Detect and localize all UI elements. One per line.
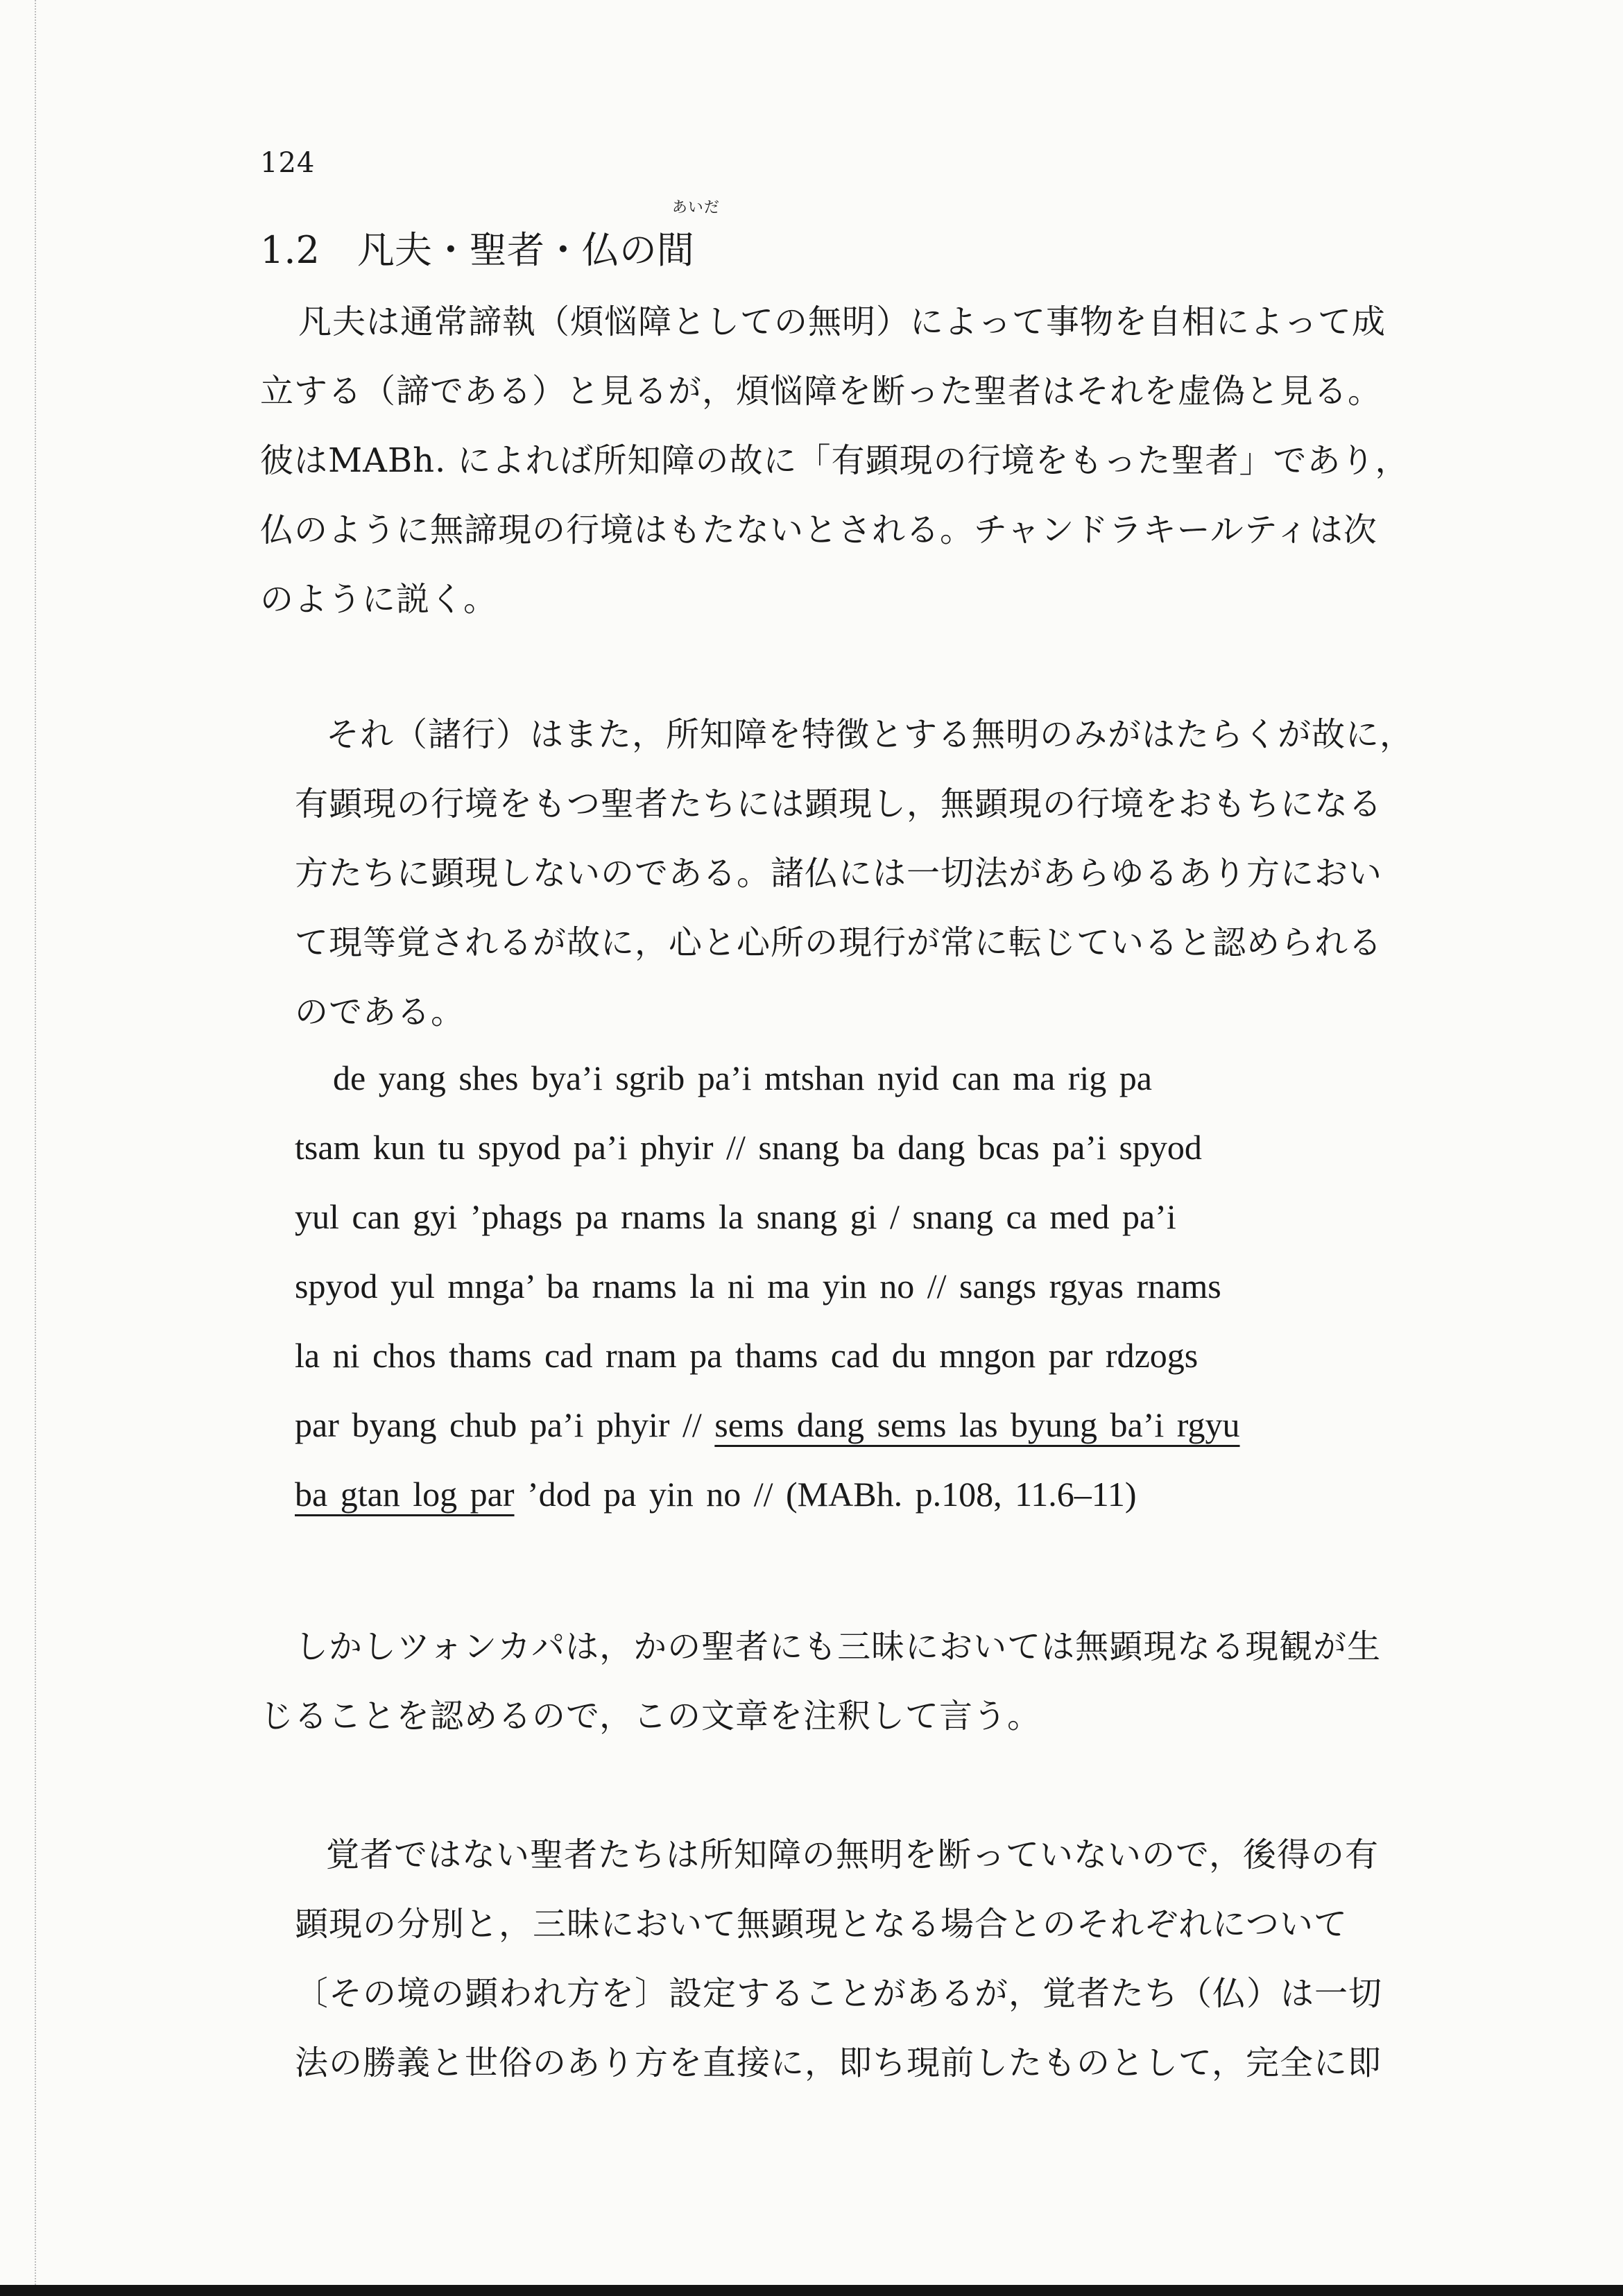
tibetan-line: de yang shes bya’i sgrib pa’i mtshan nyid can ma rig pa <box>333 1059 1152 1097</box>
tibetan-underlined-text: sems dang sems las byung ba’i rgyu <box>714 1405 1240 1444</box>
scan-bottom-edge <box>0 2285 1623 2296</box>
section-heading-kanji: 間 <box>656 228 694 272</box>
commentary-line: 〔その境の顕われ方を〕設定することがあるが，覚者たち（仏）は一切 <box>295 1974 1383 2013</box>
tibetan-line <box>295 1474 1137 1514</box>
section-heading-last-char <box>656 199 720 274</box>
furigana: あいだ <box>671 199 720 216</box>
tibetan-line: yul can gyi ’phags pa rnams la snang gi / snang ca med pa’i <box>295 1197 1176 1236</box>
tibetan-line <box>295 1405 1240 1445</box>
tibetan-citation: ’dod pa yin no // (MABh. p.108, 11.6–11) <box>514 1475 1137 1514</box>
tibetan-line: la ni chos thams cad rnam pa thams cad du mngon par rdzogs <box>295 1336 1199 1375</box>
quote-line: のである。 <box>295 993 465 1031</box>
intro-line: 彼はMABh. によれば所知障の故に「有顕現の行境をもった聖者」であり， <box>260 441 1409 480</box>
section-heading-text: 1.2 凡夫・聖者・仏の <box>260 228 657 272</box>
intro-line: 凡夫は通常諦執（煩悩障としての無明）によって事物を自相によって成 <box>298 302 1386 341</box>
tibetan-plain-text: par byang chub pa’i phyir // <box>295 1405 715 1444</box>
binding-edge <box>35 0 57 2296</box>
tibetan-line: tsam kun tu spyod pa’i phyir // snang ba dang bcas pa’i spyod <box>295 1128 1202 1167</box>
section-heading <box>260 199 720 274</box>
quote-line: 方たちに顕現しないのである。諸仏には一切法があらゆるあり方におい <box>295 854 1383 893</box>
tibetan-line: spyod yul mnga’ ba rnams la ni ma yin no // sangs rgyas rnams <box>295 1267 1221 1305</box>
commentary-line: 顕現の分別と，三昧において無顕現となる場合とのそれぞれについて <box>295 1905 1348 1944</box>
page-number: 124 <box>260 147 316 179</box>
commentary-line: 覚者ではない聖者たちは所知障の無明を断っていないので，後得の有 <box>326 1835 1380 1874</box>
quote-line: それ（諸行）はまた，所知障を特徴とする無明のみがはたらくが故に， <box>326 715 1414 754</box>
intro-line: 立する（諦である）と見るが，煩悩障を断った聖者はそれを虚偽と見る。 <box>260 372 1382 411</box>
intro-line: のように説く。 <box>260 580 498 619</box>
tsongkhapa-line: しかしツォンカパは，かの聖者にも三昧においては無顕現なる現観が生 <box>295 1627 1382 1666</box>
commentary-line: 法の勝義と世俗のあり方を直接に，即ち現前したものとして，完全に即 <box>295 2044 1382 2082</box>
intro-line: 仏のように無諦現の行境はもたないとされる。チャンドラキールティは次 <box>260 511 1377 549</box>
quote-line: 有顕現の行境をもつ聖者たちには顕現し，無顕現の行境をおもちになる <box>295 785 1383 823</box>
tsongkhapa-line: じることを認めるので，この文章を注釈して言う。 <box>260 1697 1042 1736</box>
tibetan-underlined-text: ba gtan log par <box>295 1475 515 1514</box>
quote-line: て現等覚されるが故に，心と心所の現行が常に転じていると認められる <box>295 923 1383 962</box>
